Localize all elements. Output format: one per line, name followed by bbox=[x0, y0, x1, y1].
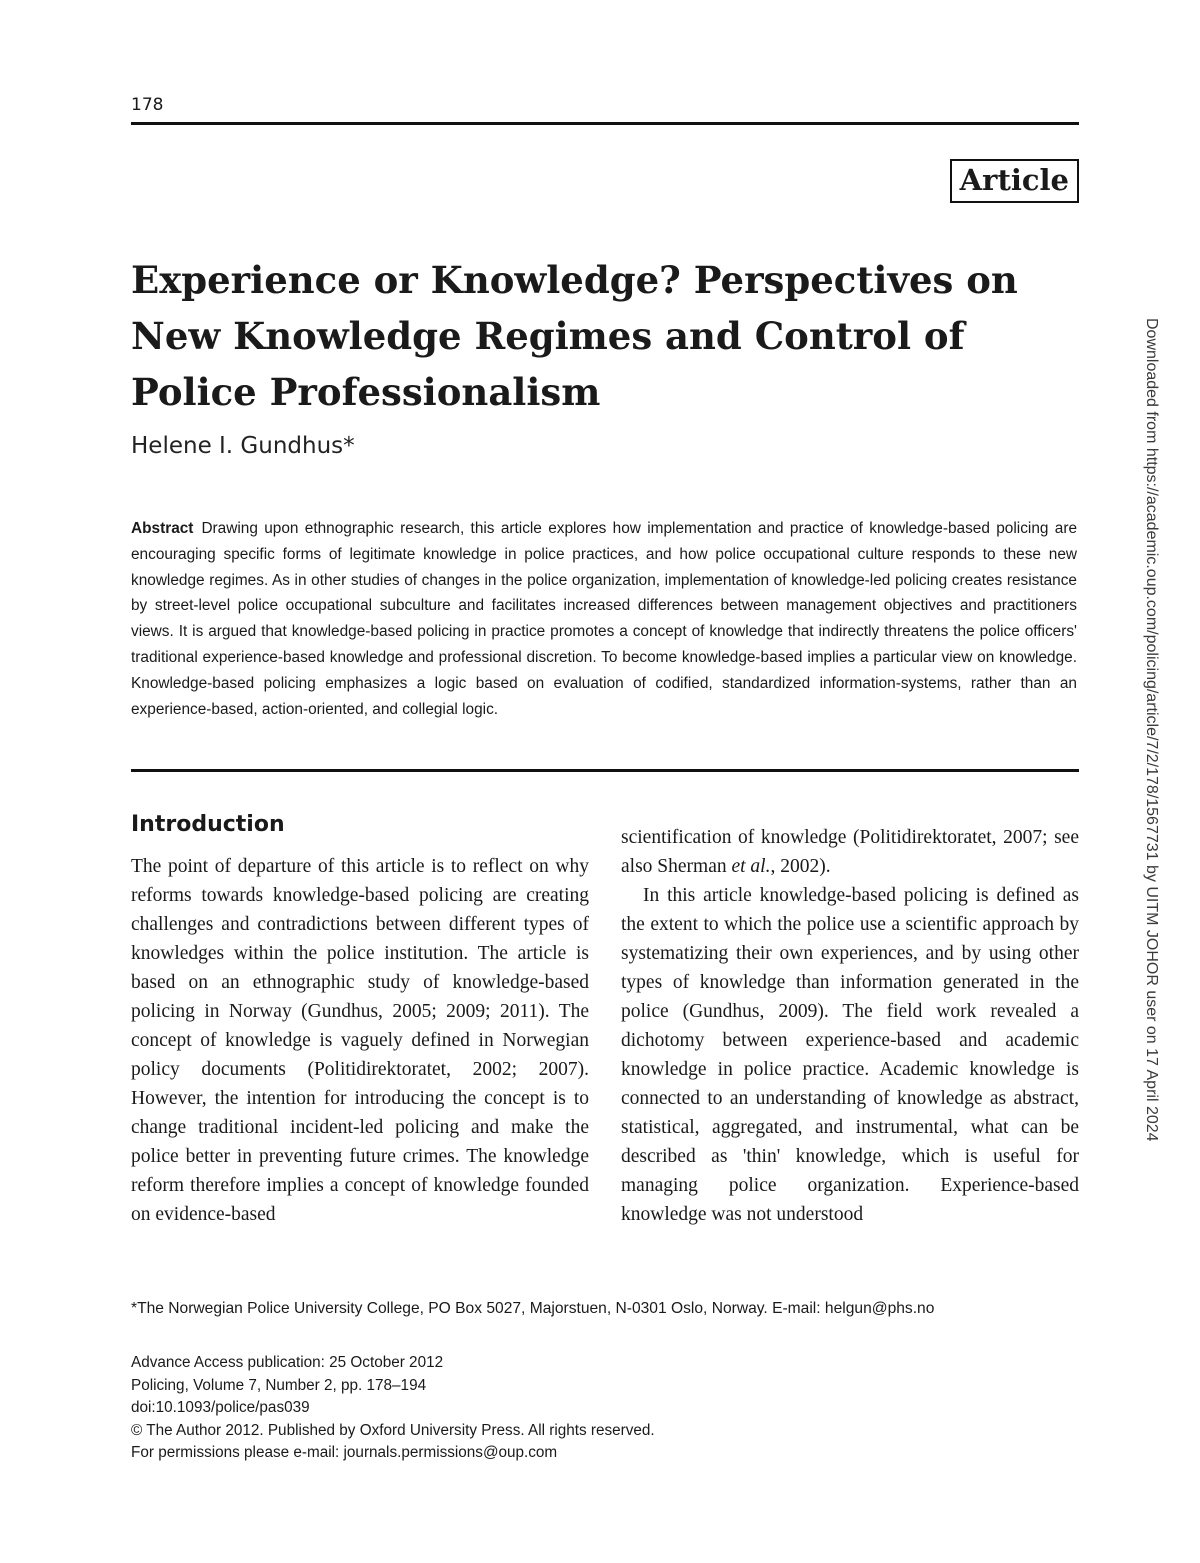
abstract-label: Abstract bbox=[131, 520, 194, 537]
author-name: Helene I. Gundhus* bbox=[131, 433, 355, 459]
body-paragraph: The point of departure of this article is to reflect on why reforms towards knowledge-based policing are creating challenges and contradictions between different types of knowledges within the police institution. The article is based on an ethnographic study of knowledge-based policing in Norway (Gundhus, 2005; 2009; 2011). The concept of knowledge is vaguely defined in Norwegian policy documents (Politidirektoratet, 2002; 2007). However, the intention for introducing the concept is to change traditional incident-led policing and make the police better in preventing future crimes. The knowledge reform therefore implies a concept of knowledge founded on evidence-based bbox=[131, 856, 589, 1225]
pub-permissions: For permissions please e-mail: journals.permissions@oup.com bbox=[131, 1444, 558, 1462]
text-run: scientification of knowledge (Politidirektoratet, 2007; see also Sherman bbox=[621, 827, 1079, 877]
title-line: Experience or Knowledge? Perspectives on bbox=[131, 258, 1018, 302]
abstract-text: Drawing upon ethnographic research, this article explores how implementation and practice of knowledge-based policing are encouraging specific forms of legitimate knowledge in police practices, and how police occupational culture responds to these new knowledge regimes. As in other studies of changes in the police organization, implementation of knowledge-led policing creates resistance by street-level police occupational subculture and facilitates increased differences between management objectives and practitioners views. It is argued that knowledge-based policing in practice promotes a concept of knowledge that indirectly threatens the police officers' traditional experience-based knowledge and professional discretion. To become knowledge-based implies a particular view on knowledge. Knowledge-based policing emphasizes a logic based on evaluation of codified, standardized information-systems, rather than an experience-based, action-oriented, and collegial logic. bbox=[131, 520, 1077, 718]
pub-copyright: © The Author 2012. Published by Oxford University Press. All rights reserved. bbox=[131, 1421, 655, 1439]
body-paragraph: In this article knowledge-based policing is defined as the extent to which the police use a scientific approach by systematizing their own experiences, and by using other types of knowledge than information generated in the police (Gundhus, 2009). The field work revealed a dichotomy between experience-based and academic knowledge in police practice. Academic knowledge is connected to an understanding of knowledge as abstract, statistical, aggregated, and instrumental, what can be described as 'thin' knowledge, which is useful for managing police organization. Experience-based knowledge was not understood bbox=[621, 885, 1079, 1225]
section-heading-introduction: Introduction bbox=[131, 812, 285, 837]
publication-info bbox=[131, 1352, 655, 1465]
body-column-left bbox=[131, 852, 589, 1229]
pub-journal-volume: Policing, Volume 7, Number 2, pp. 178–194 bbox=[131, 1376, 427, 1394]
citation-emphasis: et al. bbox=[731, 856, 771, 877]
article-type-label: Article bbox=[950, 159, 1079, 203]
body-column-right bbox=[621, 823, 1079, 1229]
title-line: Police Professionalism bbox=[131, 370, 601, 414]
pub-access-date: Advance Access publication: 25 October 2012 bbox=[131, 1354, 444, 1371]
header-rule bbox=[131, 122, 1079, 125]
abstract-rule bbox=[131, 769, 1079, 772]
page-number: 178 bbox=[131, 95, 164, 115]
download-watermark: Downloaded from https://academic.oup.com/policing/article/7/2/178/1567731 by UITM JOHOR user on 17 April 2024 bbox=[1143, 318, 1160, 1142]
text-run: , 2002). bbox=[770, 856, 831, 877]
author-affiliation-footnote: *The Norwegian Police University College, PO Box 5027, Majorstuen, N-0301 Oslo, Norway. E-mail: helgun@phs.no bbox=[131, 1300, 935, 1317]
pub-doi: doi:10.1093/police/pas039 bbox=[131, 1399, 310, 1417]
abstract bbox=[131, 516, 1077, 722]
body-paragraph-continued bbox=[621, 823, 1079, 881]
article-title bbox=[131, 252, 1091, 420]
title-line: New Knowledge Regimes and Control of bbox=[131, 314, 965, 358]
